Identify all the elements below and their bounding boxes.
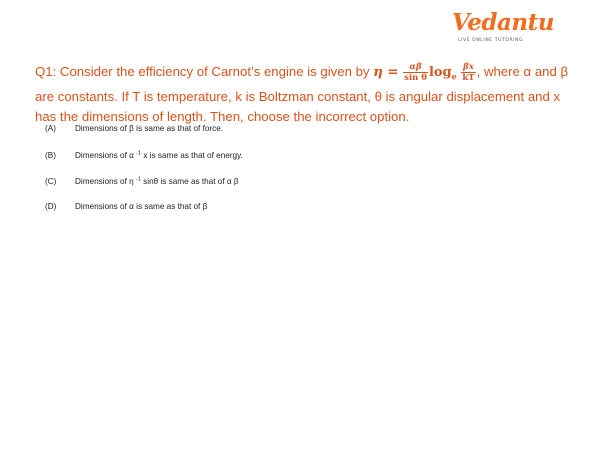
vedantu-logo bbox=[452, 9, 554, 50]
question-suffix: , where α and β bbox=[476, 64, 569, 79]
option-text: Dimensions of α is same as that of β bbox=[75, 202, 208, 211]
logo-wordmark: Vedantu bbox=[452, 9, 554, 36]
answer-options bbox=[45, 124, 243, 228]
question-text bbox=[35, 62, 569, 127]
question-line-3: has the dimensions of length. Then, choose the incorrect option. bbox=[35, 108, 410, 124]
option-text: Dimensions of β is same as that of force. bbox=[75, 124, 224, 133]
option-a[interactable] bbox=[45, 124, 243, 150]
formula-fraction-2 bbox=[461, 62, 475, 83]
option-superscript: -1 bbox=[136, 150, 142, 156]
option-text-post: x is same as that of energy. bbox=[141, 150, 243, 160]
option-label: (A) bbox=[45, 124, 56, 133]
log-text: log bbox=[428, 65, 452, 80]
option-b[interactable] bbox=[45, 150, 243, 176]
question-line-1 bbox=[35, 62, 569, 87]
fraction-1-numerator: αβ bbox=[403, 62, 428, 73]
formula-lhs: η = bbox=[373, 65, 399, 80]
option-label: (D) bbox=[45, 202, 57, 211]
formula-fraction-1 bbox=[403, 62, 428, 83]
option-text bbox=[75, 151, 243, 160]
option-superscript: -1 bbox=[136, 176, 141, 182]
option-label: (B) bbox=[45, 150, 56, 160]
fraction-2-denominator: kT bbox=[462, 73, 475, 84]
option-label: (C) bbox=[45, 176, 57, 186]
logo-tagline: LIVE ONLINE TUTORING bbox=[458, 38, 524, 43]
option-text-post: sinθ is same as that of α β bbox=[140, 176, 239, 186]
option-text-pre: Dimensions of η bbox=[75, 176, 134, 186]
question-prefix: Q1: Consider the efficiency of Carnot’s engine is given by bbox=[35, 64, 370, 79]
fraction-1-denominator: sin θ bbox=[404, 73, 427, 84]
question-line-2: are constants. If T is temperature, k is Boltzman constant, θ is angular displacement and x bbox=[35, 88, 561, 104]
formula-log bbox=[429, 65, 457, 80]
option-c[interactable] bbox=[45, 176, 243, 202]
fraction-2-numerator: βx bbox=[463, 62, 474, 73]
option-d[interactable] bbox=[45, 202, 243, 228]
option-text bbox=[75, 177, 239, 186]
option-text-pre: Dimensions of α bbox=[75, 150, 134, 160]
log-base: e bbox=[451, 71, 457, 82]
